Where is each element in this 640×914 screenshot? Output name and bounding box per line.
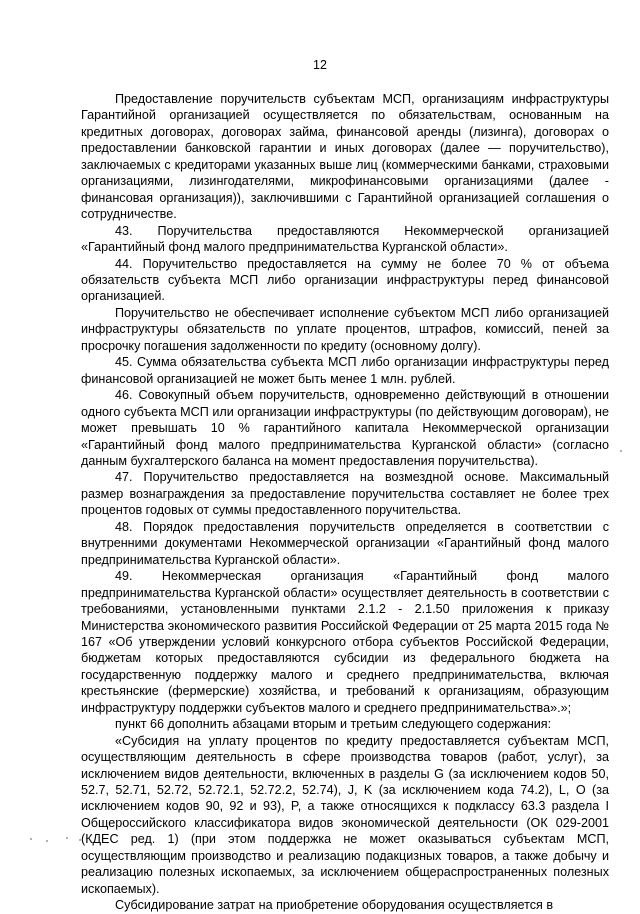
paragraph-43: 43. Поручительства предоставляются Некоммерческой организацией «Гарантийный фонд малого предпринимательства Курганской области». — [81, 223, 609, 255]
document-body — [81, 91, 609, 914]
paragraph-item-66-intro: пункт 66 дополнить абзацами вторым и третьим следующего содержания: — [115, 717, 552, 732]
paragraph-49: 49. Некоммерческая организация «Гарантийный фонд малого предпринимательства Курганской области» осуществляет деятельность в соответствии с требованиями, установленными пунктами 2.1.2 - 2.1.50 приложения к приказу Министерства экономического развития Российской Федерации от 25 марта 2015 года № 167 «Об утверждении условий конкурсного отбора субъектов Российской Федерации, бюджетам которых предоставляются субсидии из федерального бюджета на государственную поддержку малого и среднего предпринимательства, включая крестьянские (фермерские) хозяйства, и требований к организациям, образующим инфраструктуру поддержки субъектов малого и среднего предпринимательства».»; — [81, 569, 609, 715]
scan-speck — [30, 838, 32, 840]
scan-speck — [46, 840, 48, 842]
paragraph-45: 45. Сумма обязательства субъекта МСП либо организации инфраструктуры перед финансовой организацией не может быть менее 1 млн. рублей. — [81, 355, 609, 386]
paragraph-47: 47. Поручительство предоставляется на возмездной основе. Максимальный размер вознаграждения за предоставление поручительства составляет не более трех процентов годовых от суммы предоставленного поручительства. — [81, 470, 609, 518]
paragraph-44: 44. Поручительство предоставляется на сумму не более 70 % от объема обязательств субъекта МСП либо организации инфраструктуры перед финансовой организацией. — [81, 256, 609, 304]
paragraph-guarantee-provision: Предоставление поручительств субъектам МСП, организациям инфраструктуры Гарантийной организацией осуществляется по обязательствам, основанным на кредитных договорах, договорах займа, финансовой аренды (лизинга), договорах о предоставлении банковской гарантии и иных договорах (далее — поручительство), заключаемых с кредиторами указанных выше лиц (коммерческими банками, страховыми организациями, лизингодателями, микрофинансовыми организациями (далее - финансовая организация)), заключившими с Гарантийной организацией соглашения о сотрудничестве. — [81, 92, 609, 222]
paragraph-subsidy-interest: «Субсидия на уплату процентов по кредиту предоставляется субъектам МСП, осуществляющим деятельность в сфере производства товаров (работ, услуг), за исключением видов деятельности, включенных в разделы G (за исключением кодов 50, 52.7, 52.71, 52.72, 52.72.1, 52.72.2, 52.74), J, K (за исключением кода 74.2), L, O (за исключением кодов 90, 92 и 93), P, а также относящихся к подклассу 63.3 раздела I Общероссийского классификатора видов экономической деятельности (ОК 029-2001 (КДЕС ред. 1) (при этом поддержка не может оказываться субъектам МСП, осуществляющим производство и реализацию подакцизных товаров, а также добычу и реализацию полезных ископаемых, за исключением общераспространенных полезных ископаемых). — [81, 733, 609, 896]
scan-speck — [66, 837, 68, 839]
scan-speck — [79, 839, 81, 841]
scan-speck — [620, 450, 622, 452]
paragraph-subsidy-equipment: Субсидирование затрат на приобретение оборудования осуществляется в — [115, 898, 554, 913]
paragraph-48: 48. Порядок предоставления поручительств определяется в соответствии с внутренними документами Некоммерческой организации «Гарантийный фонд малого предпринимательства Курганской области». — [81, 519, 609, 567]
paragraph-46: 46. Совокупный объем поручительств, одновременно действующий в отношении одного субъекта МСП или организации инфраструктуры (по действующим договорам), не может превышать 10 % гарантийного капитала Некоммерческой организации «Гарантийный фонд малого предпринимательства Курганской области» (согласно данным бухгалтерского баланса на момент предоставления поручительства). — [81, 388, 609, 468]
paragraph-44-note: Поручительство не обеспечивает исполнение субъектом МСП либо организацией инфраструктуры обязательств по уплате процентов, штрафов, комиссий, пеней за просрочку погашения задолженности по кредиту (основному долгу). — [81, 305, 609, 353]
page-number: 12 — [313, 58, 327, 72]
